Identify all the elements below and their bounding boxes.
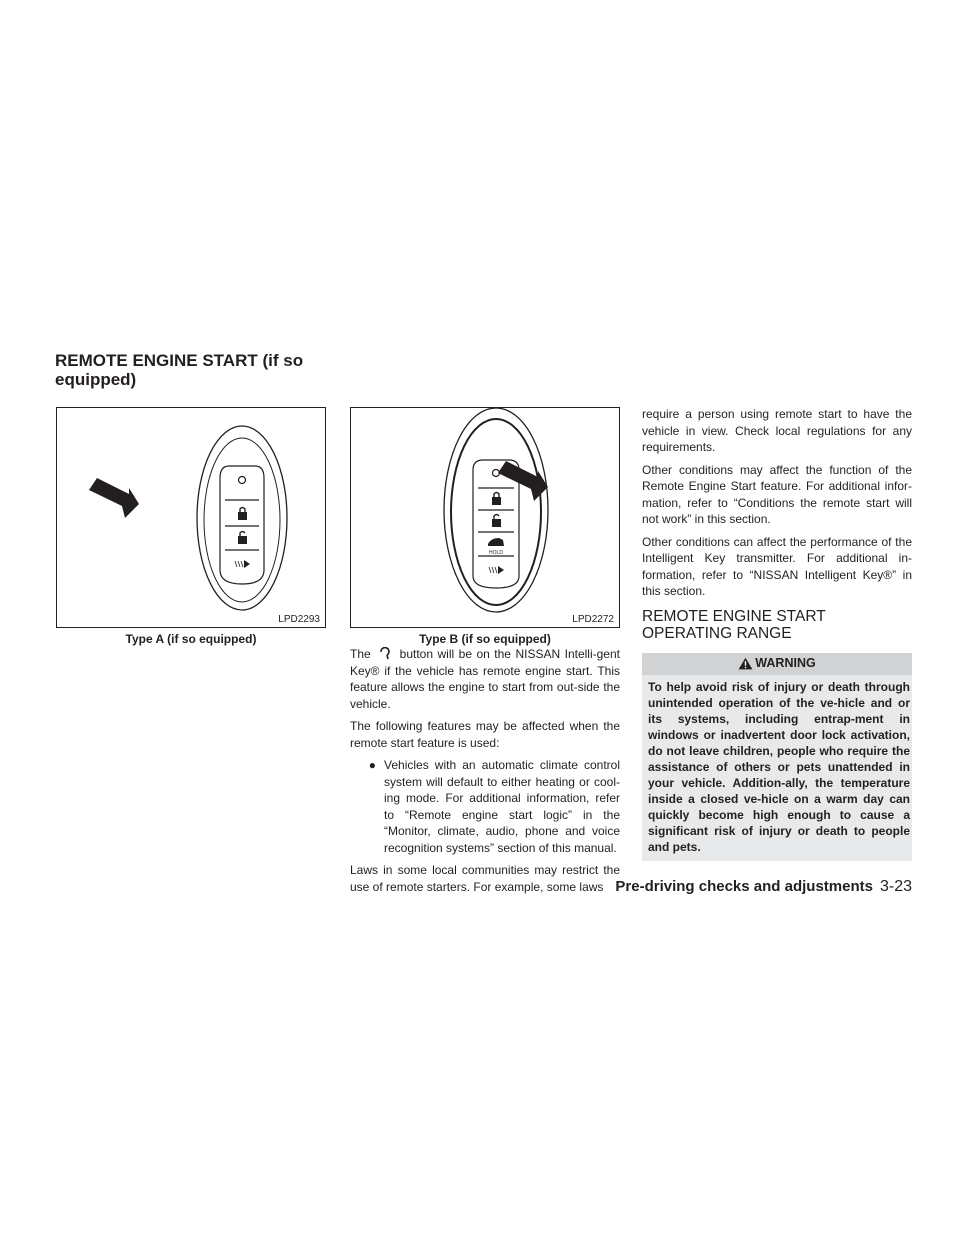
figure-caption-type-b: Type B (if so equipped): [419, 632, 551, 646]
section-title: REMOTE ENGINE START (if so equipped): [55, 351, 304, 389]
figure-code: LPD2293: [278, 614, 320, 625]
figure-type-a: [56, 407, 326, 628]
figure-caption-type-a: Type A (if so equipped): [125, 632, 257, 646]
bullet-icon: ●: [368, 758, 376, 772]
warning-triangle-icon: [738, 657, 753, 670]
arrow-pointer-icon: [89, 478, 139, 518]
page-footer: [615, 878, 912, 896]
warning-box: [642, 653, 912, 861]
hold-label: HOLD: [489, 550, 503, 556]
key-fob-illustration-type-b: [351, 408, 620, 628]
list-item: ● Vehicles with an automatic climate control system will default to either heating or cool-ing mode. For additional information, refer to “Remote engine start logic” in the “Monitor, climate, audio, phone and voice recognition systems” section of this manual.: [350, 757, 620, 856]
sub-heading: REMOTE ENGINE START OPERATING RANGE: [642, 607, 826, 642]
body-column-middle: [350, 646, 620, 901]
remote-start-icon: [375, 647, 395, 660]
figure-type-b: [350, 407, 620, 628]
laws-paragraph: Laws in some local communities may restrict the use of remote starters. For example, some laws: [350, 863, 620, 894]
figure-code: LPD2272: [572, 614, 614, 625]
page-number: 3-23: [879, 878, 912, 895]
warning-text: To help avoid risk of injury or death through unintended operation of the ve-hicle and or its systems, including entrap-ment in windows or inadvertent door lock activation, do not leave children, people who require the assistance of others or pets unattended in your vehicle. Addition-ally, the temperature inside a closed ve-hicle on a warm day can quickly become high enough to cause a significant risk of injury or death to people and pets.: [642, 675, 912, 861]
key-fob-illustration-type-a: [57, 408, 326, 628]
body-column-right: [642, 406, 912, 861]
key-transmitter-paragraph: Other conditions can affect the performance of the Intelligent Key transmitter. For additional in-formation, refer to “NISSAN Intelligent Key®” in this section.: [642, 534, 912, 598]
other-conditions-paragraph: Other conditions may affect the function of the Remote Engine Start feature. For additional infor-mation, refer to “Conditions the remote start will not work” in this section.: [642, 462, 912, 526]
warning-header: WARNING: [642, 653, 912, 675]
intro-paragraph: The button will be on the NISSAN Intelli-gent Key® if the vehicle has remote engine start. This feature allows the engine to start from out-side the vehicle.: [350, 647, 620, 711]
features-intro: The following features may be affected when the remote start feature is used:: [350, 719, 620, 750]
footer-section-title: Pre-driving checks and adjustments: [615, 878, 873, 895]
laws-paragraph-continued: require a person using remote start to have the vehicle in view. Check local regulations for any requirements.: [642, 407, 912, 454]
